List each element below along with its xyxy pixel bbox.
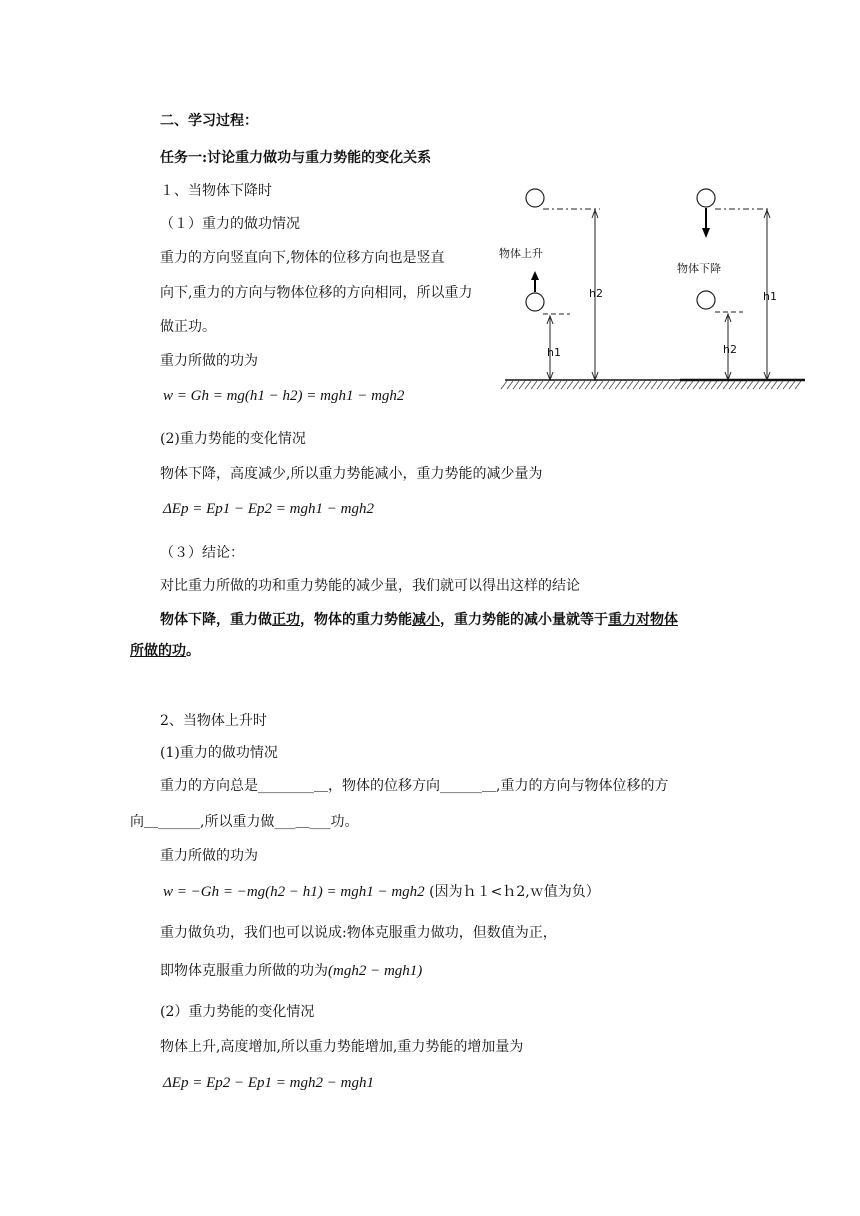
label-down: 物体下降 [677, 262, 721, 275]
ground-hatch-mark [609, 381, 615, 389]
part2-work-formula: w = −Gh = −mg(h2 − h1) = mgh1 − mgh2 [163, 884, 425, 900]
ground-hatch-mark [729, 381, 735, 389]
ground-hatch-mark [591, 381, 597, 389]
conclusion-text: ，重力势能的减小量就等于 [440, 612, 608, 628]
ground-hatch-mark [513, 381, 519, 389]
right-h2-label: h2 [723, 343, 737, 356]
ground-hatch-mark [621, 381, 627, 389]
part1-work-formula: w = Gh = mg(h1 − h2) = mgh1 − mgh2 [163, 388, 405, 404]
part1-ep-formula: ΔEp = Ep1 − Ep2 = mgh1 − mgh2 [163, 501, 374, 517]
ground-hatch-mark [525, 381, 531, 389]
ground-hatch-mark [561, 381, 567, 389]
ground-hatch-mark [693, 381, 699, 389]
section-title: 二、学习过程： [160, 113, 258, 129]
ground-hatch-mark [687, 381, 693, 389]
ground-hatch-mark [753, 381, 759, 389]
ground-hatch-mark [543, 381, 549, 389]
part1-para1-line2: 向下,重力的方向与物体位移的方向相同，所以重力 [160, 285, 473, 301]
ground-hatch-mark [585, 381, 591, 389]
ground-hatch-mark [573, 381, 579, 389]
ground-hatch-mark [603, 381, 609, 389]
part1-sub1: （１）重力的做功情况 [160, 216, 300, 232]
ground-hatch-mark [633, 381, 639, 389]
ground-hatch-mark [651, 381, 657, 389]
ground-hatch-mark [663, 381, 669, 389]
ground-hatch-mark [537, 381, 543, 389]
part2-sub2: (2）重力势能的变化情况 [160, 1004, 315, 1020]
ground-hatch-mark [627, 381, 633, 389]
ground-hatch-mark [723, 381, 729, 389]
part1-sub2: (2)重力势能的变化情况 [160, 431, 306, 447]
left-h1-label: h1 [547, 346, 561, 359]
ground-hatch-mark [549, 381, 555, 389]
conclusion-line1 [160, 610, 678, 630]
part2-overcome-label: 即物体克服重力所做的功为 [160, 963, 328, 979]
left-bottom-ball [526, 293, 544, 311]
ground-hatch-mark [741, 381, 747, 389]
ground-hatch-mark [735, 381, 741, 389]
part2-overcome-row [160, 961, 422, 981]
down-arrow-icon [702, 228, 710, 238]
ground-hatch-mark [711, 381, 717, 389]
conclusion-line2 [130, 641, 200, 661]
ground-hatching [501, 381, 801, 389]
part1-sub3: （３）结论： [160, 545, 244, 561]
conclusion-decrease: 减小 [412, 612, 440, 628]
conclusion-gravity-work-end: 所做的功 [130, 643, 186, 659]
part2-overcome-formula: (mgh2 − mgh1) [328, 963, 423, 979]
left-top-ball [526, 189, 544, 207]
part2-negative-work: 重力做负功，我们也可以说成:物体克服重力做功，但数值为正， [160, 925, 557, 941]
part2-blank-line1: 重力的方向总是________＿，物体的位移方向______＿,重力的方向与物体位移的方 [160, 778, 669, 794]
ground-hatch-mark [699, 381, 705, 389]
ground-hatch-mark [531, 381, 537, 389]
ground-hatch-mark [765, 381, 771, 389]
part1-para2: 物体下降，高度减少,所以重力势能减小，重力势能的减少量为 [160, 466, 543, 482]
part2-sub1: (1)重力的做功情况 [160, 745, 278, 761]
ground-hatch-mark [645, 381, 651, 389]
part2-work-label: 重力所做的功为 [160, 848, 258, 864]
right-top-ball [697, 189, 715, 207]
conclusion-text: ，物体的重力势能 [300, 612, 412, 628]
ground-hatch-mark [657, 381, 663, 389]
conclusion-positive-work: 正功 [272, 612, 300, 628]
height-diagram [495, 178, 810, 398]
right-h1-label: h1 [763, 290, 777, 303]
ground-hatch-mark [615, 381, 621, 389]
right-bottom-ball [697, 291, 715, 309]
ground-hatch-mark [747, 381, 753, 389]
part2-para2: 物体上升,高度增加,所以重力势能增加,重力势能的增加量为 [160, 1039, 524, 1055]
ground-hatch-mark [777, 381, 783, 389]
part2-ep-formula: ΔEp = Ep2 − Ep1 = mgh2 − mgh1 [163, 1075, 374, 1091]
ground-hatch-mark [639, 381, 645, 389]
task1-title: 任务一:讨论重力做功与重力势能的变化关系 [160, 150, 432, 166]
ground-hatch-mark [783, 381, 789, 389]
part2-work-formula-row [163, 882, 600, 902]
ground-hatch-mark [501, 381, 507, 389]
part1-work-label: 重力所做的功为 [160, 353, 258, 369]
ground-hatch-mark [795, 381, 801, 389]
part2-heading: 2、当物体上升时 [160, 713, 267, 729]
part1-para1-line1: 重力的方向竖直向下,物体的位移方向也是竖直 [160, 250, 445, 266]
ground-hatch-mark [507, 381, 513, 389]
ground-hatch-mark [597, 381, 603, 389]
conclusion-text: 物体下降，重力做 [160, 612, 272, 628]
up-arrow-icon [531, 271, 539, 280]
ground-hatch-mark [519, 381, 525, 389]
part1-heading: １、当物体下降时 [160, 183, 272, 199]
part1-para3: 对比重力所做的功和重力势能的减少量，我们就可以得出这样的结论 [160, 578, 580, 594]
ground-hatch-mark [789, 381, 795, 389]
part2-blank-line2: 向＿______,所以重力做___＿___功。 [130, 814, 359, 830]
ground-hatch-mark [579, 381, 585, 389]
ground-hatch-mark [681, 381, 687, 389]
conclusion-text: 。 [186, 643, 200, 659]
ground-hatch-mark [759, 381, 765, 389]
ground-hatch-mark [555, 381, 561, 389]
ground-hatch-mark [567, 381, 573, 389]
part2-work-note: (因为ｈ１<ｈ2,ｗ值为负） [429, 884, 600, 900]
label-up: 物体上升 [499, 247, 543, 260]
ground-hatch-mark [771, 381, 777, 389]
ground-hatch-mark [669, 381, 675, 389]
ground-hatch-mark [717, 381, 723, 389]
conclusion-gravity-work: 重力对物体 [608, 612, 678, 628]
ground-hatch-mark [675, 381, 681, 389]
left-h2-label: h2 [589, 287, 603, 300]
ground-hatch-mark [705, 381, 711, 389]
part1-para1-line3: 做正功。 [160, 319, 216, 335]
